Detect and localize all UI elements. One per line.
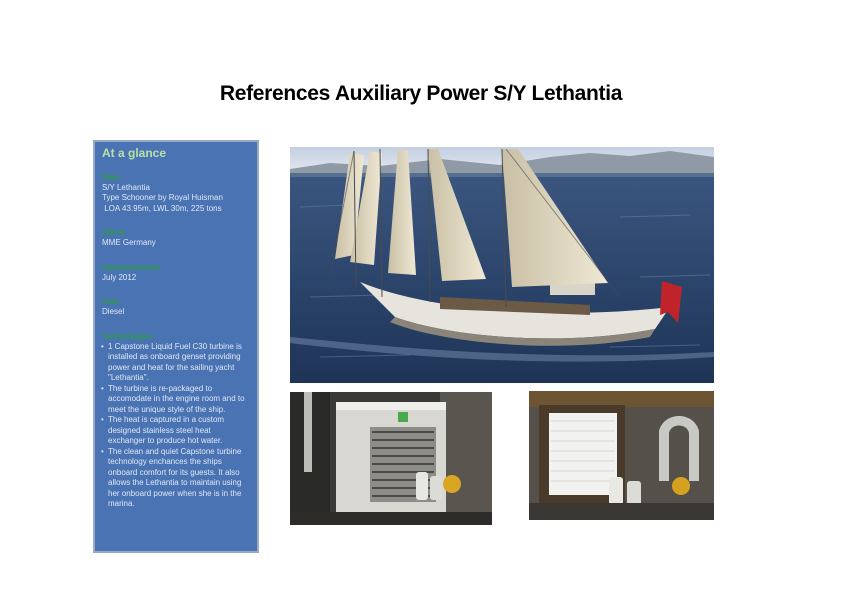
heat-exchanger-photo xyxy=(529,391,714,520)
fuel-type: Diesel xyxy=(102,307,125,316)
page-title: References Auxiliary Power S/Y Lethantia xyxy=(219,82,623,105)
turbine-installation-photo xyxy=(290,392,492,525)
at-a-glance-panel xyxy=(93,140,259,553)
fuel-details xyxy=(102,307,250,318)
technologies-label: Technologies xyxy=(102,331,153,341)
fuel-label: Fuel xyxy=(102,297,119,306)
commissioned-details xyxy=(102,273,250,284)
ship-details xyxy=(102,183,250,215)
ship-name: S/Y Lethantia xyxy=(102,182,150,192)
technologies-list xyxy=(102,342,250,510)
client-label: Client xyxy=(102,228,125,237)
commissioned-label: Commissioned xyxy=(102,262,160,272)
ship-type: Type Schooner by Royal Huisman xyxy=(102,193,223,202)
list-item: • The heat is captured in a custom designed stainless steel heat exchanger to produce hot water. xyxy=(102,415,250,447)
commissioned-date: July 2012 xyxy=(102,272,137,282)
ship-label: Ship xyxy=(102,172,120,182)
list-item: • The clean and quiet Capstone turbine technology enchances the ships onboard comfort for its guests. It also allows the Lethantia to maintain using her onboard power when she is in the marina. xyxy=(102,447,250,510)
client-details xyxy=(102,238,250,249)
list-item: • The turbine is re-packaged to accomodate in the engine room and to meet the unique style of the ship. xyxy=(102,384,250,416)
client-name: MME Germany xyxy=(102,238,156,247)
ship-dimensions: LOA 43.95m, LWL 30m, 225 tons xyxy=(102,203,222,213)
list-item: • 1 Capstone Liquid Fuel C30 turbine is installed as onboard genset providing power and heat for the sailing yacht "Lethantia". xyxy=(102,342,250,384)
panel-heading: At a glance xyxy=(102,146,167,160)
yacht-photo xyxy=(290,147,714,383)
